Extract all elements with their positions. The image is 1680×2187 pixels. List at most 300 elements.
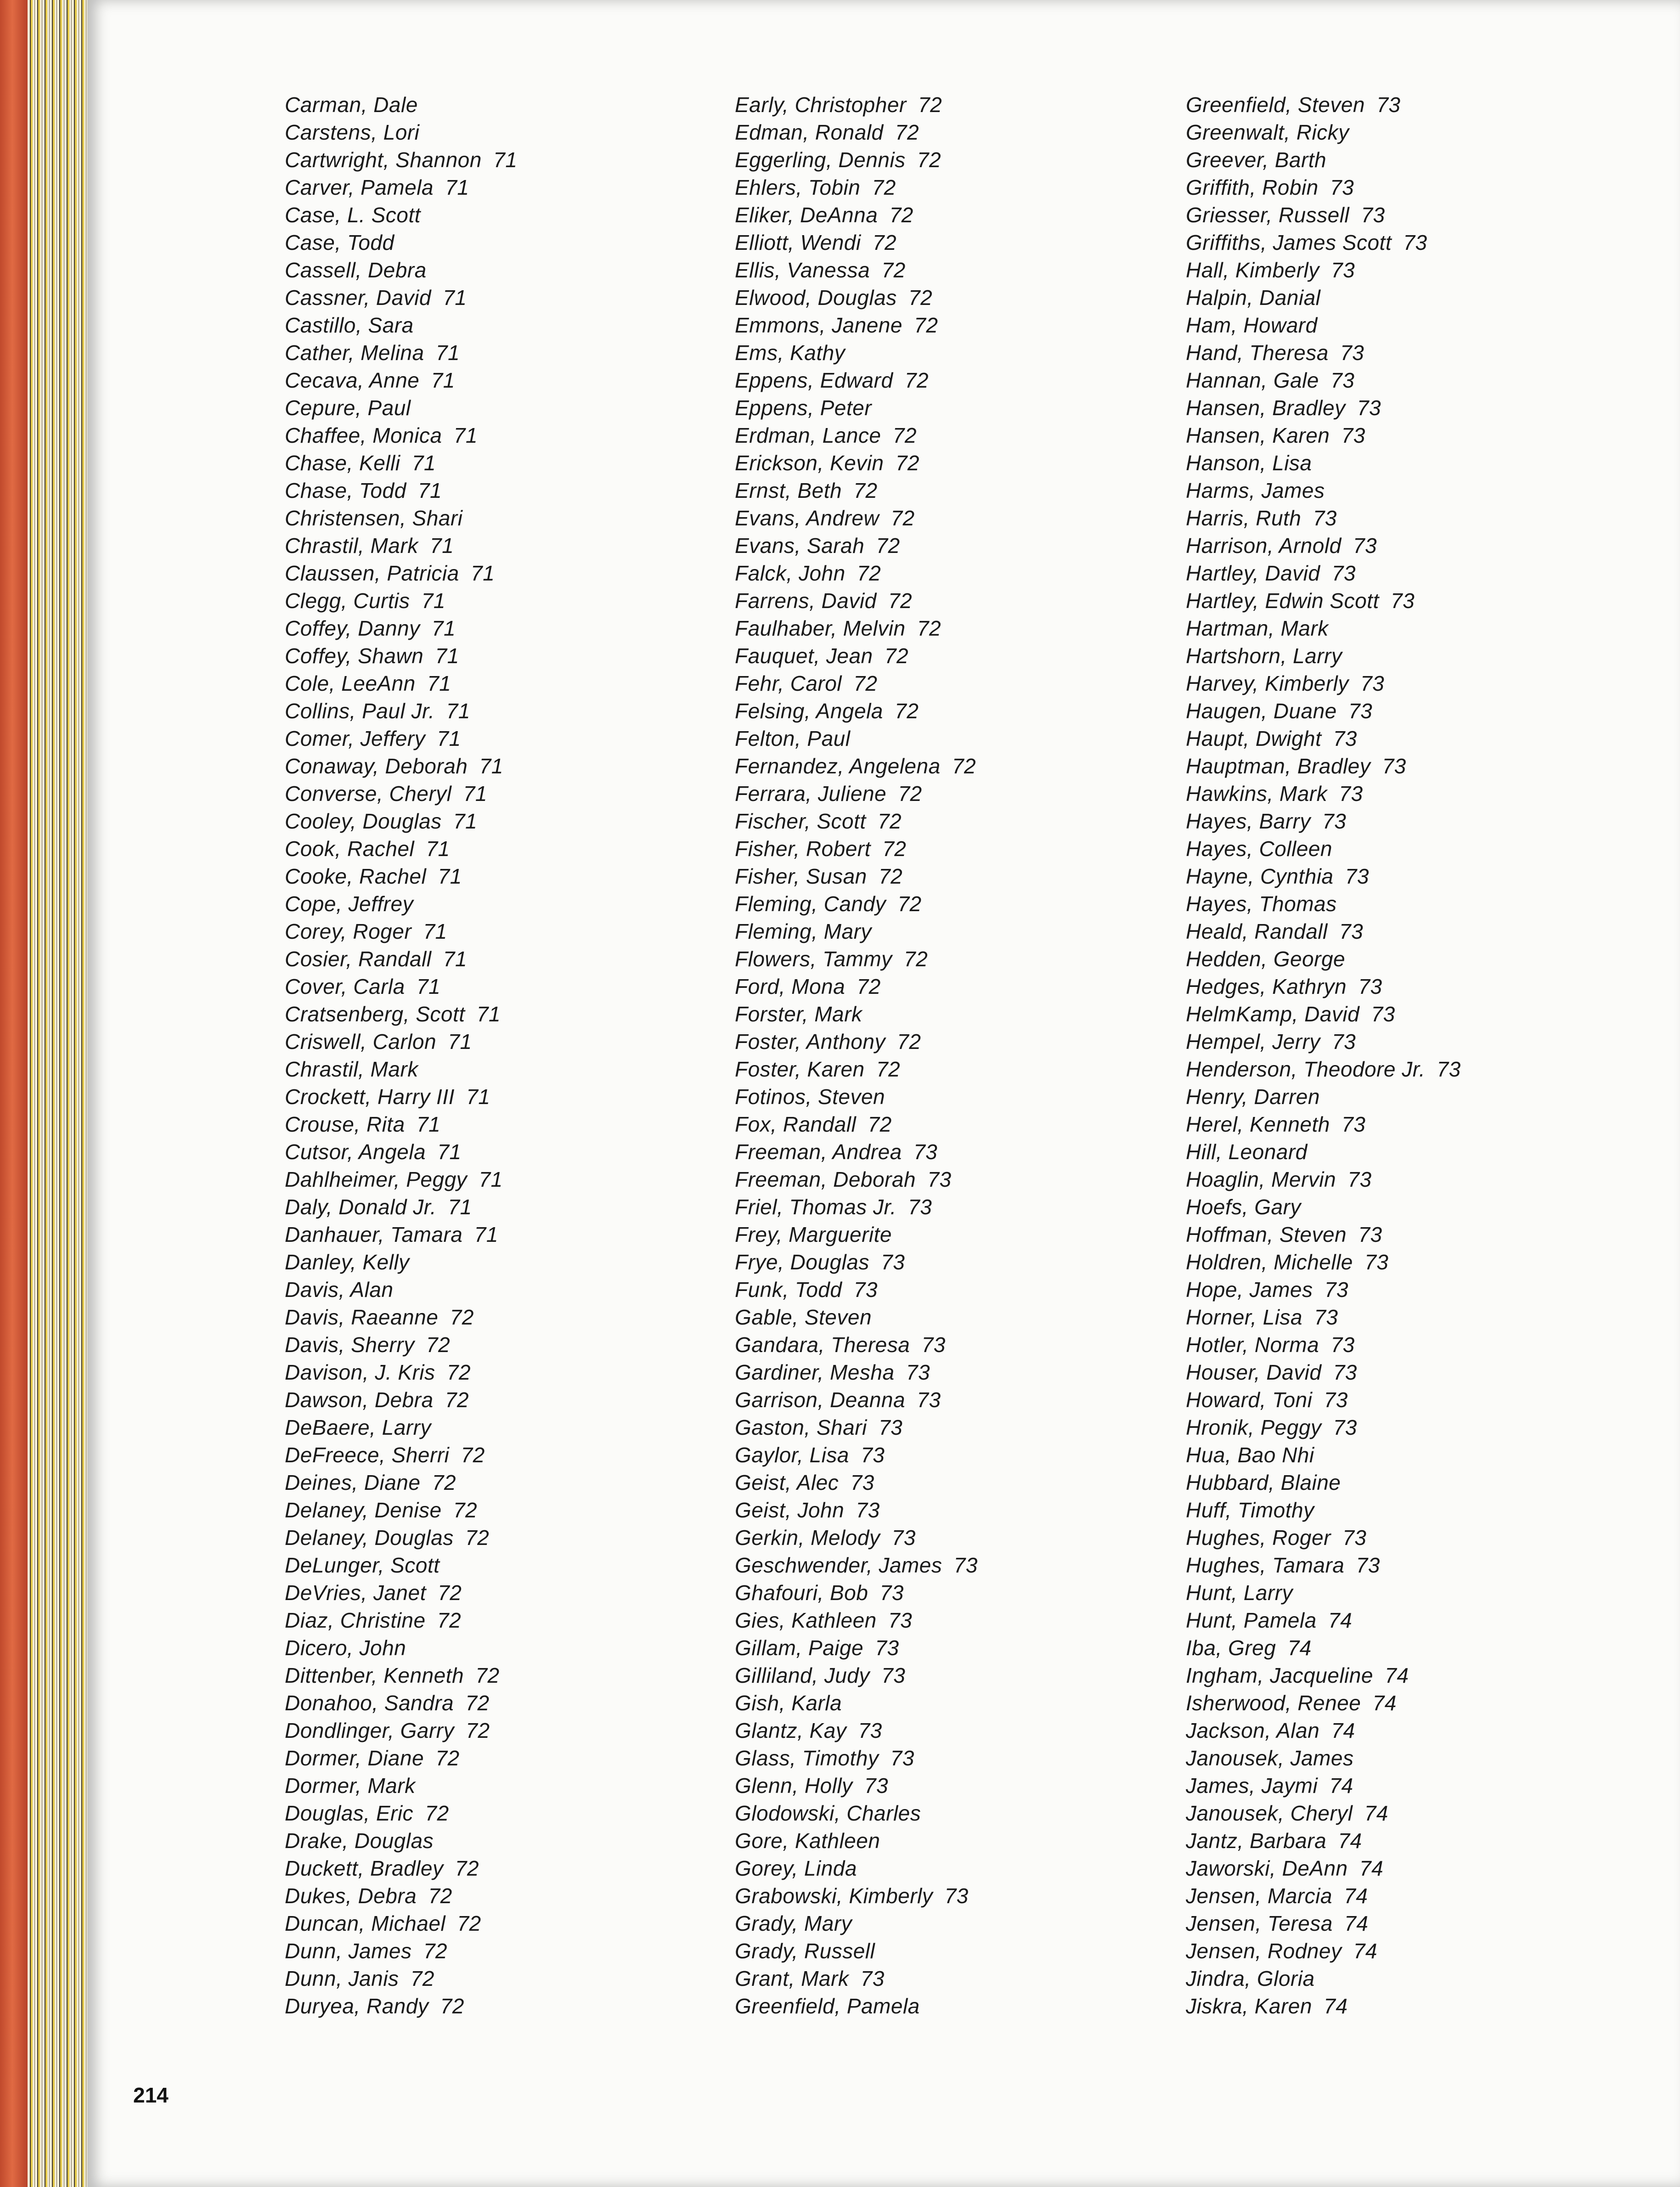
entry-name: Ham, Howard bbox=[1186, 313, 1318, 337]
entry-name: Corey, Roger bbox=[285, 919, 412, 943]
index-entry bbox=[735, 394, 978, 422]
entry-page-number: 72 bbox=[432, 1471, 456, 1494]
entry-name: Glantz, Kay bbox=[735, 1719, 847, 1742]
entry-name: DeFreece, Sherri bbox=[285, 1443, 450, 1467]
entry-name: Cope, Jeffrey bbox=[285, 892, 414, 916]
entry-name: Dittenber, Kenneth bbox=[285, 1663, 464, 1687]
index-entry bbox=[735, 862, 978, 890]
index-entry bbox=[285, 477, 517, 504]
entry-name: Dicero, John bbox=[285, 1636, 406, 1660]
entry-page-number: 72 bbox=[895, 120, 919, 144]
entry-page-number: 72 bbox=[903, 947, 928, 971]
entry-name: Chase, Todd bbox=[285, 479, 406, 502]
index-entry bbox=[1186, 1303, 1461, 1331]
entry-name: James, Jaymi bbox=[1186, 1774, 1318, 1798]
entry-name: Cooke, Rachel bbox=[285, 864, 427, 888]
entry-page-number: 73 bbox=[1324, 1388, 1348, 1412]
entry-page-number: 71 bbox=[474, 1223, 498, 1246]
index-entry bbox=[1186, 174, 1461, 201]
index-entry bbox=[735, 1221, 978, 1248]
entry-name: Isherwood, Renee bbox=[1186, 1691, 1361, 1715]
entry-name: Danhauer, Tamara bbox=[285, 1223, 463, 1246]
entry-name: HelmKamp, David bbox=[1186, 1002, 1360, 1026]
index-entry bbox=[735, 725, 978, 752]
index-entry bbox=[735, 118, 978, 146]
entry-page-number: 72 bbox=[904, 368, 929, 392]
entry-name: Diaz, Christine bbox=[285, 1608, 426, 1632]
index-entry bbox=[735, 504, 978, 532]
index-entry bbox=[285, 1276, 517, 1303]
entry-name: Griffiths, James Scott bbox=[1186, 231, 1392, 254]
entry-page-number: 73 bbox=[1376, 93, 1401, 117]
entry-name: Eliker, DeAnna bbox=[735, 203, 878, 227]
entry-page-number: 74 bbox=[1364, 1801, 1388, 1825]
entry-name: Early, Christopher bbox=[735, 93, 907, 117]
index-entry bbox=[1186, 284, 1461, 311]
entry-name: Davis, Sherry bbox=[285, 1333, 415, 1357]
index-entry bbox=[285, 422, 517, 449]
entry-name: Converse, Cheryl bbox=[285, 782, 452, 806]
index-entry bbox=[735, 587, 978, 614]
index-entry bbox=[285, 862, 517, 890]
entry-page-number: 71 bbox=[435, 644, 459, 668]
entry-name: Falck, John bbox=[735, 561, 846, 585]
index-entry bbox=[285, 394, 517, 422]
entry-page-number: 71 bbox=[479, 1167, 503, 1191]
entry-name: Greever, Barth bbox=[1186, 148, 1327, 172]
entry-page-number: 73 bbox=[1364, 1250, 1389, 1274]
index-entry bbox=[735, 1579, 978, 1606]
entry-name: Carstens, Lori bbox=[285, 120, 420, 144]
index-entry bbox=[285, 1965, 517, 1992]
entry-name: Gerkin, Melody bbox=[735, 1526, 880, 1550]
index-entry bbox=[1186, 1083, 1461, 1110]
index-entry bbox=[1186, 973, 1461, 1000]
index-entry bbox=[735, 642, 978, 670]
entry-page-number: 73 bbox=[913, 1140, 938, 1164]
entry-name: DeBaere, Larry bbox=[285, 1415, 431, 1439]
entry-name: Davis, Alan bbox=[285, 1278, 394, 1302]
entry-page-number: 71 bbox=[430, 534, 454, 558]
entry-page-number: 71 bbox=[423, 919, 447, 943]
index-entry bbox=[1186, 1524, 1461, 1551]
index-entry bbox=[285, 670, 517, 697]
entry-name: Foster, Karen bbox=[735, 1057, 865, 1081]
index-entry bbox=[735, 1744, 978, 1772]
entry-name: Henderson, Theodore Jr. bbox=[1186, 1057, 1426, 1081]
entry-page-number: 73 bbox=[1358, 1223, 1382, 1246]
entry-name: Eppens, Edward bbox=[735, 368, 893, 392]
index-entry bbox=[285, 201, 517, 229]
index-entry bbox=[285, 366, 517, 394]
entry-page-number: 72 bbox=[410, 1967, 434, 1990]
index-entry bbox=[1186, 807, 1461, 835]
entry-page-number: 72 bbox=[876, 1057, 901, 1081]
entry-page-number: 72 bbox=[888, 589, 913, 613]
entry-name: Fisher, Robert bbox=[735, 837, 871, 861]
entry-page-number: 73 bbox=[891, 1526, 916, 1550]
index-entry bbox=[1186, 1579, 1461, 1606]
index-entry bbox=[1186, 422, 1461, 449]
entry-name: Felsing, Angela bbox=[735, 699, 883, 723]
entry-page-number: 73 bbox=[1347, 1167, 1372, 1191]
entry-name: Hughes, Tamara bbox=[1186, 1553, 1345, 1577]
index-entry bbox=[285, 504, 517, 532]
entry-page-number: 71 bbox=[427, 671, 451, 695]
entry-page-number: 72 bbox=[876, 534, 900, 558]
index-entry bbox=[285, 1110, 517, 1138]
index-entry bbox=[285, 1772, 517, 1799]
entry-name: Hansen, Bradley bbox=[1186, 396, 1346, 420]
index-entry bbox=[1186, 1827, 1461, 1854]
index-entry bbox=[1186, 587, 1461, 614]
entry-name: Greenfield, Steven bbox=[1186, 93, 1365, 117]
entry-name: Delaney, Denise bbox=[285, 1498, 442, 1522]
entry-page-number: 74 bbox=[1359, 1856, 1384, 1880]
book-cover-edge bbox=[0, 0, 28, 2187]
entry-page-number: 71 bbox=[443, 947, 467, 971]
entry-name: Hedden, George bbox=[1186, 947, 1346, 971]
entry-name: Jensen, Teresa bbox=[1186, 1911, 1333, 1935]
entry-name: Jiskra, Karen bbox=[1186, 1994, 1312, 2018]
index-entry bbox=[285, 1744, 517, 1772]
entry-page-number: 73 bbox=[953, 1553, 978, 1577]
index-entry bbox=[735, 1193, 978, 1221]
entry-page-number: 73 bbox=[860, 1967, 885, 1990]
entry-page-number: 73 bbox=[1314, 1305, 1338, 1329]
entry-name: Hartman, Mark bbox=[1186, 616, 1329, 640]
index-entry bbox=[735, 146, 978, 174]
index-entry bbox=[285, 1248, 517, 1276]
entry-page-number: 74 bbox=[1331, 1719, 1355, 1742]
entry-page-number: 72 bbox=[426, 1333, 451, 1357]
entry-page-number: 73 bbox=[1342, 1526, 1367, 1550]
index-entry bbox=[735, 477, 978, 504]
entry-page-number: 72 bbox=[435, 1746, 460, 1770]
index-entry bbox=[285, 780, 517, 807]
index-entry bbox=[285, 1551, 517, 1579]
index-entry bbox=[1186, 1469, 1461, 1496]
entry-page-number: 71 bbox=[448, 1030, 472, 1054]
entry-page-number: 71 bbox=[493, 148, 518, 172]
entry-name: Case, L. Scott bbox=[285, 203, 421, 227]
entry-name: Janousek, James bbox=[1186, 1746, 1354, 1770]
entry-name: Frey, Marguerite bbox=[735, 1223, 892, 1246]
index-entry bbox=[285, 532, 517, 559]
entry-page-number: 72 bbox=[455, 1856, 479, 1880]
entry-name: Dormer, Mark bbox=[285, 1774, 416, 1798]
entry-name: Harvey, Kimberly bbox=[1186, 671, 1349, 695]
entry-name: Faulhaber, Melvin bbox=[735, 616, 906, 640]
entry-name: Gable, Steven bbox=[735, 1305, 872, 1329]
entry-page-number: 73 bbox=[879, 1415, 903, 1439]
entry-page-number: 72 bbox=[897, 892, 922, 916]
index-entry bbox=[1186, 1358, 1461, 1386]
entry-name: Grady, Russell bbox=[735, 1939, 875, 1963]
index-entry bbox=[1186, 559, 1461, 587]
index-entry bbox=[735, 422, 978, 449]
index-entry bbox=[735, 1551, 978, 1579]
entry-name: Gillam, Paige bbox=[735, 1636, 864, 1660]
index-entry bbox=[735, 1965, 978, 1992]
entry-name: Greenfield, Pamela bbox=[735, 1994, 920, 2018]
entry-page-number: 72 bbox=[882, 837, 907, 861]
index-entry bbox=[1186, 1606, 1461, 1634]
entry-page-number: 74 bbox=[1329, 1774, 1353, 1798]
entry-page-number: 71 bbox=[479, 754, 503, 778]
index-entry bbox=[1186, 1634, 1461, 1662]
entry-page-number: 73 bbox=[1330, 175, 1354, 199]
index-entry bbox=[1186, 1992, 1461, 2020]
index-entry bbox=[735, 1358, 978, 1386]
entry-page-number: 72 bbox=[917, 148, 941, 172]
index-entry bbox=[285, 1634, 517, 1662]
entry-page-number: 73 bbox=[921, 1333, 946, 1357]
index-entry bbox=[285, 890, 517, 918]
entry-name: Cook, Rachel bbox=[285, 837, 415, 861]
index-entry bbox=[1186, 504, 1461, 532]
index-entry bbox=[285, 118, 517, 146]
entry-page-number: 73 bbox=[1382, 754, 1406, 778]
index-entry bbox=[1186, 339, 1461, 366]
index-entry bbox=[285, 1000, 517, 1028]
entry-name: Dahlheimer, Peggy bbox=[285, 1167, 468, 1191]
index-entry bbox=[1186, 1028, 1461, 1055]
entry-name: Hoefs, Gary bbox=[1186, 1195, 1301, 1219]
entry-name: Criswell, Carlon bbox=[285, 1030, 437, 1054]
entry-page-number: 74 bbox=[1338, 1829, 1362, 1853]
index-entry bbox=[1186, 725, 1461, 752]
entry-name: Freeman, Andrea bbox=[735, 1140, 902, 1164]
index-entry bbox=[1186, 1138, 1461, 1166]
entry-name: Hunt, Larry bbox=[1186, 1581, 1293, 1605]
entry-page-number: 73 bbox=[853, 1278, 878, 1302]
index-page bbox=[87, 0, 1680, 2187]
index-entry bbox=[1186, 642, 1461, 670]
entry-name: Crouse, Rita bbox=[285, 1112, 405, 1136]
index-entry bbox=[285, 339, 517, 366]
index-entry bbox=[735, 1110, 978, 1138]
entry-page-number: 72 bbox=[466, 1719, 490, 1742]
index-entry bbox=[1186, 256, 1461, 284]
index-entry bbox=[1186, 1331, 1461, 1358]
entry-page-number: 72 bbox=[881, 258, 906, 282]
entry-page-number: 72 bbox=[895, 451, 919, 475]
entry-page-number: 73 bbox=[881, 1663, 906, 1687]
entry-name: Carman, Dale bbox=[285, 93, 418, 117]
entry-name: Ford, Mona bbox=[735, 975, 846, 998]
index-entry bbox=[285, 1662, 517, 1689]
entry-name: Eggerling, Dennis bbox=[735, 148, 906, 172]
entry-name: Houser, David bbox=[1186, 1360, 1322, 1384]
entry-page-number: 72 bbox=[461, 1443, 485, 1467]
entry-name: Foster, Anthony bbox=[735, 1030, 885, 1054]
entry-name: Freeman, Deborah bbox=[735, 1167, 916, 1191]
entry-page-number: 71 bbox=[438, 864, 462, 888]
index-entry bbox=[285, 587, 517, 614]
entry-name: Grabowski, Kimberly bbox=[735, 1884, 933, 1908]
entry-page-number: 72 bbox=[475, 1663, 500, 1687]
entry-page-number: 72 bbox=[857, 561, 881, 585]
entry-page-number: 74 bbox=[1328, 1608, 1353, 1632]
entry-name: Fox, Randall bbox=[735, 1112, 857, 1136]
entry-name: Friel, Thomas Jr. bbox=[735, 1195, 896, 1219]
entry-page-number: 73 bbox=[1322, 809, 1347, 833]
index-entry bbox=[735, 752, 978, 780]
index-entry bbox=[1186, 1772, 1461, 1799]
entry-name: Hawkins, Mark bbox=[1186, 782, 1328, 806]
index-entry bbox=[285, 1579, 517, 1606]
index-entry bbox=[1186, 1910, 1461, 1937]
index-entry bbox=[285, 1414, 517, 1441]
entry-page-number: 72 bbox=[446, 1360, 471, 1384]
index-entry bbox=[1186, 1799, 1461, 1827]
entry-page-number: 73 bbox=[1341, 423, 1365, 447]
entry-page-number: 72 bbox=[437, 1608, 462, 1632]
index-entry bbox=[285, 752, 517, 780]
entry-name: Glodowski, Charles bbox=[735, 1801, 921, 1825]
index-entry bbox=[1186, 1744, 1461, 1772]
entry-name: Chase, Kelli bbox=[285, 451, 400, 475]
entry-name: Hubbard, Blaine bbox=[1186, 1471, 1341, 1494]
entry-name: Grady, Mary bbox=[735, 1911, 852, 1935]
entry-name: Haugen, Duane bbox=[1186, 699, 1337, 723]
entry-name: Coffey, Danny bbox=[285, 616, 420, 640]
entry-name: Ellis, Vanessa bbox=[735, 258, 870, 282]
entry-page-number: 73 bbox=[1358, 975, 1382, 998]
entry-page-number: 72 bbox=[465, 1526, 490, 1550]
entry-name: Gish, Karla bbox=[735, 1691, 842, 1715]
entry-name: Iba, Greg bbox=[1186, 1636, 1276, 1660]
index-entry bbox=[285, 1496, 517, 1524]
entry-page-number: 72 bbox=[872, 231, 897, 254]
entry-name: Douglas, Eric bbox=[285, 1801, 414, 1825]
entry-page-number: 73 bbox=[1330, 368, 1355, 392]
entry-name: Dondlinger, Garry bbox=[285, 1719, 454, 1742]
entry-page-number: 73 bbox=[944, 1884, 969, 1908]
entry-page-number: 73 bbox=[906, 1360, 930, 1384]
entry-page-number: 71 bbox=[466, 1085, 490, 1109]
index-entry bbox=[285, 1524, 517, 1551]
entry-name: Chrastil, Mark bbox=[285, 1057, 418, 1081]
entry-page-number: 72 bbox=[952, 754, 976, 778]
entry-name: Edman, Ronald bbox=[735, 120, 884, 144]
entry-name: Jaworski, DeAnn bbox=[1186, 1856, 1348, 1880]
entry-page-number: 71 bbox=[463, 782, 487, 806]
entry-name: Gilliland, Judy bbox=[735, 1663, 870, 1687]
entry-name: Danley, Kelly bbox=[285, 1250, 410, 1274]
index-entry bbox=[285, 1138, 517, 1166]
entry-name: Hannan, Gale bbox=[1186, 368, 1319, 392]
entry-page-number: 71 bbox=[431, 368, 455, 392]
index-entry bbox=[1186, 146, 1461, 174]
index-entry bbox=[1186, 449, 1461, 477]
index-entry bbox=[735, 890, 978, 918]
index-entry bbox=[285, 945, 517, 973]
entry-page-number: 71 bbox=[412, 451, 436, 475]
index-entry bbox=[1186, 1937, 1461, 1965]
entry-name: Fehr, Carol bbox=[735, 671, 842, 695]
index-entry bbox=[285, 256, 517, 284]
entry-page-number: 72 bbox=[425, 1801, 449, 1825]
entry-name: Coffey, Shawn bbox=[285, 644, 424, 668]
entry-name: Hronik, Peggy bbox=[1186, 1415, 1322, 1439]
index-entry bbox=[1186, 394, 1461, 422]
entry-page-number: 72 bbox=[889, 203, 913, 227]
entry-name: Garrison, Deanna bbox=[735, 1388, 906, 1412]
entry-page-number: 72 bbox=[891, 506, 915, 530]
entry-page-number: 73 bbox=[856, 1498, 880, 1522]
index-entry bbox=[1186, 1055, 1461, 1083]
entry-name: Gore, Kathleen bbox=[735, 1829, 880, 1853]
entry-name: Duckett, Bradley bbox=[285, 1856, 444, 1880]
entry-name: Daly, Donald Jr. bbox=[285, 1195, 437, 1219]
entry-name: Heald, Randall bbox=[1186, 919, 1328, 943]
entry-name: Dunn, James bbox=[285, 1939, 412, 1963]
entry-name: Drake, Douglas bbox=[285, 1829, 434, 1853]
entry-name: Funk, Todd bbox=[735, 1278, 842, 1302]
index-entry bbox=[1186, 862, 1461, 890]
entry-name: Jackson, Alan bbox=[1186, 1719, 1320, 1742]
index-entry bbox=[285, 1854, 517, 1882]
entry-name: Delaney, Douglas bbox=[285, 1526, 454, 1550]
entry-name: Gandara, Theresa bbox=[735, 1333, 910, 1357]
index-entry bbox=[735, 780, 978, 807]
index-entry bbox=[285, 284, 517, 311]
entry-name: Ingham, Jacqueline bbox=[1186, 1663, 1373, 1687]
entry-name: Hayes, Thomas bbox=[1186, 892, 1337, 916]
entry-page-number: 73 bbox=[1353, 534, 1377, 558]
index-entry bbox=[1186, 918, 1461, 945]
entry-page-number: 73 bbox=[1361, 203, 1385, 227]
index-entry bbox=[1186, 1193, 1461, 1221]
index-entry bbox=[735, 229, 978, 256]
index-entry bbox=[735, 1910, 978, 1937]
entry-page-number: 73 bbox=[1333, 1360, 1357, 1384]
entry-name: Hughes, Roger bbox=[1186, 1526, 1331, 1550]
index-entry bbox=[735, 311, 978, 339]
entry-page-number: 72 bbox=[879, 864, 903, 888]
entry-page-number: 73 bbox=[927, 1167, 952, 1191]
entry-name: Hartley, Edwin Scott bbox=[1186, 589, 1379, 613]
entry-name: Elwood, Douglas bbox=[735, 286, 897, 310]
entry-page-number: 71 bbox=[435, 341, 460, 365]
index-entry bbox=[285, 1689, 517, 1717]
index-entry bbox=[1186, 532, 1461, 559]
index-entry bbox=[285, 1441, 517, 1469]
page-stack-edge bbox=[28, 0, 87, 2187]
entry-name: Hua, Bao Nhi bbox=[1186, 1443, 1314, 1467]
entry-page-number: 72 bbox=[450, 1305, 474, 1329]
entry-page-number: 71 bbox=[476, 1002, 501, 1026]
index-entry bbox=[735, 1331, 978, 1358]
index-entry bbox=[1186, 1854, 1461, 1882]
entry-name: Cather, Melina bbox=[285, 341, 424, 365]
entry-page-number: 73 bbox=[1332, 1030, 1356, 1054]
entry-name: Jindra, Gloria bbox=[1186, 1967, 1315, 1990]
index-entry bbox=[735, 1055, 978, 1083]
index-entry bbox=[735, 1662, 978, 1689]
entry-name: DeVries, Janet bbox=[285, 1581, 426, 1605]
entry-page-number: 73 bbox=[1333, 727, 1357, 750]
entry-page-number: 73 bbox=[1357, 396, 1381, 420]
index-entry bbox=[1186, 1496, 1461, 1524]
index-entry bbox=[1186, 945, 1461, 973]
entry-page-number: 73 bbox=[1345, 864, 1369, 888]
index-entry bbox=[285, 1469, 517, 1496]
index-entry bbox=[735, 1276, 978, 1303]
entry-page-number: 72 bbox=[898, 782, 922, 806]
